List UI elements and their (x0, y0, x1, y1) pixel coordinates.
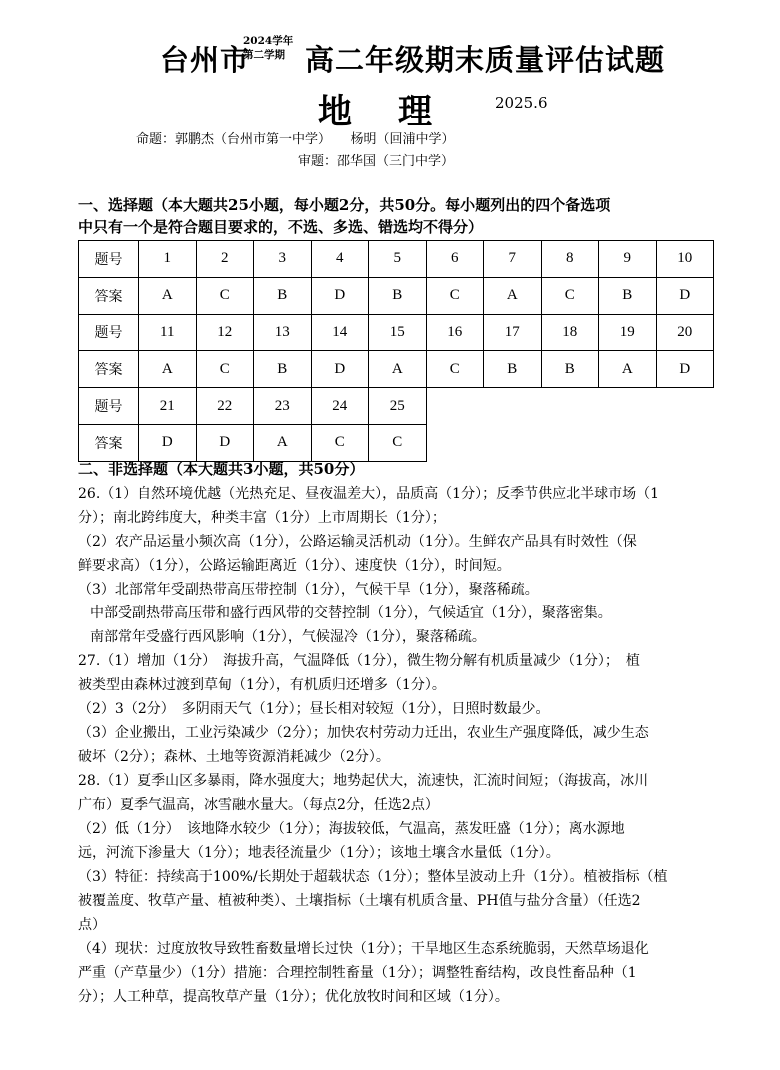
empty-cell (484, 424, 542, 461)
question-number-row (79, 388, 714, 425)
answer-cell: D (656, 277, 714, 314)
answer-text-line: 点） (78, 917, 106, 933)
answer-cell: B (541, 351, 599, 388)
answer-cell: C (369, 424, 427, 461)
answer-text-line: 南部常年受盛行西风影响（1分），气候湿冷（1分），聚落稀疏。 (90, 629, 486, 645)
section2-heading: 二、非选择题（本大题共3小题，共50分） (78, 460, 365, 478)
answer-label-cell: 答案 (79, 277, 139, 314)
question-number-cell: 11 (139, 314, 197, 351)
answer-text-line: 28.（1）夏季山区多暴雨，降水强度大；地势起伏大，流速快，汇流时间短；（海拔高，冰川 (78, 773, 649, 789)
question-number-cell: 21 (139, 388, 197, 425)
answer-text-line: 广布）夏季气温高，冰雪融水量大。（每点2分，任选2点） (78, 797, 439, 813)
question-number-cell: 20 (656, 314, 714, 351)
answer-cell: C (426, 351, 484, 388)
question-number-row (79, 314, 714, 351)
question-number-cell: 25 (369, 388, 427, 425)
section1-heading-line2: 中只有一个是符合题目要求的，不选、多选、错选均不得分） (78, 218, 484, 236)
question-number-cell: 22 (196, 388, 254, 425)
question-number-cell: 24 (311, 388, 369, 425)
empty-cell (426, 424, 484, 461)
question-number-cell: 5 (369, 241, 427, 278)
empty-cell (656, 388, 714, 425)
answer-cell: A (484, 277, 542, 314)
answer-text-line: 分）；南北跨纬度大，种类丰富（1分）上市周期长（1分）； (78, 510, 446, 526)
question-number-cell: 6 (426, 241, 484, 278)
question-number-cell: 10 (656, 241, 714, 278)
answer-cell: A (599, 351, 657, 388)
answer-row (79, 351, 714, 388)
term-year: 2024学年 (243, 35, 294, 47)
section1-heading-line1: 一、选择题（本大题共25小题，每小题2分，共50分。每小题列出的四个备选项 (78, 196, 611, 214)
answer-cell: C (196, 277, 254, 314)
answer-row (79, 277, 714, 314)
answer-cell: A (254, 424, 312, 461)
empty-cell (484, 388, 542, 425)
answer-text-line: （3）企业搬出，工业污染减少（2分）；加快农村劳动力迁出，农业生产强度降低，减少生态 (78, 725, 649, 741)
empty-cell (541, 424, 599, 461)
answer-text-line: （3）北部常年受副热带高压带控制（1分），气候干旱（1分），聚落稀疏。 (78, 582, 539, 598)
question-number-cell: 16 (426, 314, 484, 351)
answer-cell: A (139, 277, 197, 314)
answer-text-line: （2）农产品运量小频次高（1分），公路运输灵活机动（1分）。生鲜农产品具有时效性（保 (78, 534, 637, 550)
authors-line: 命题：郭鹏杰（台州市第一中学） 杨明（回浦中学） (136, 132, 455, 147)
answer-text-line: （2）3（2分） 多阴雨天气（1分）；昼长相对较短（1分），日照时数最少。 (78, 701, 550, 717)
subject-title: 地理 (318, 92, 478, 132)
term-label (243, 34, 293, 62)
answer-cell: B (254, 277, 312, 314)
question-number-cell: 19 (599, 314, 657, 351)
question-number-cell: 2 (196, 241, 254, 278)
answer-text-line: 被覆盖度、牧草产量、植被种类）、土壤指标（土壤有机质含量、PH值与盐分含量）（任选2 (78, 893, 641, 909)
empty-cell (656, 424, 714, 461)
answer-cell: D (196, 424, 254, 461)
answer-cell: C (196, 351, 254, 388)
question-number-cell: 14 (311, 314, 369, 351)
empty-cell (426, 388, 484, 425)
answer-cell: B (254, 351, 312, 388)
title-city: 台州市 (160, 43, 251, 77)
question-number-cell: 7 (484, 241, 542, 278)
question-number-row (79, 241, 714, 278)
answer-cell: C (426, 277, 484, 314)
answer-cell: D (311, 351, 369, 388)
question-number-cell: 8 (541, 241, 599, 278)
answer-text-line: 严重（产草量少）（1分）措施：合理控制牲畜量（1分）；调整牲畜结构，改良性畜品种（1 (78, 965, 637, 981)
question-number-cell: 12 (196, 314, 254, 351)
answer-cell: A (369, 351, 427, 388)
question-label-cell: 题号 (79, 388, 139, 425)
page-title: 高二年级期末质量评估试题 (305, 43, 666, 77)
answer-row (79, 424, 714, 461)
answer-label-cell: 答案 (79, 351, 139, 388)
reviewer-line: 审题：邵华国（三门中学） (298, 154, 455, 169)
answer-text-line: 26.（1）自然环境优越（光热充足、昼夜温差大），品质高（1分）；反季节供应北半球市场（1 (78, 486, 659, 502)
question-number-cell: 3 (254, 241, 312, 278)
question-number-cell: 17 (484, 314, 542, 351)
answer-table (78, 240, 714, 462)
answer-cell: D (139, 424, 197, 461)
answer-text-line: 分）；人工种草，提高牧草产量（1分）；优化放牧时间和区域（1分）。 (78, 989, 509, 1005)
answer-text-line: 27.（1）增加（1分） 海拔升高，气温降低（1分），微生物分解有机质量减少（1分）； 植 (78, 653, 640, 669)
answer-cell: A (139, 351, 197, 388)
question-number-cell: 15 (369, 314, 427, 351)
answer-cell: B (599, 277, 657, 314)
question-number-cell: 1 (139, 241, 197, 278)
question-number-cell: 4 (311, 241, 369, 278)
empty-cell (599, 424, 657, 461)
empty-cell (541, 388, 599, 425)
term-semester: 第二学期 (243, 49, 285, 61)
answer-cell: B (369, 277, 427, 314)
answer-label-cell: 答案 (79, 424, 139, 461)
question-number-cell: 13 (254, 314, 312, 351)
answer-cell: C (541, 277, 599, 314)
answer-text-line: （4）现状：过度放牧导致牲畜数量增长过快（1分）；干旱地区生态系统脆弱，天然草场退化 (78, 941, 649, 957)
question-label-cell: 题号 (79, 314, 139, 351)
answer-text-line: （3）特征：持续高于100%/长期处于超载状态（1分）；整体呈波动上升（1分）。植被指标（植 (78, 869, 668, 885)
answer-text-line: （2）低（1分） 该地降水较少（1分）；海拔较低，气温高，蒸发旺盛（1分）；离水源地 (78, 821, 625, 837)
answer-text-line: 被类型由森林过渡到草甸（1分），有机质归还增多（1分）。 (78, 677, 446, 693)
question-number-cell: 9 (599, 241, 657, 278)
question-number-cell: 23 (254, 388, 312, 425)
answer-text-line: 中部受副热带高压带和盛行西风带的交替控制（1分），气候适宜（1分），聚落密集。 (90, 605, 612, 621)
answer-cell: B (484, 351, 542, 388)
answer-cell: D (311, 277, 369, 314)
answer-text-line: 远，河流下渗量大（1分）；地表径流量少（1分）；该地土壤含水量低（1分）。 (78, 845, 560, 861)
exam-date: 2025.6 (495, 94, 548, 112)
question-number-cell: 18 (541, 314, 599, 351)
answer-cell: C (311, 424, 369, 461)
answer-text-line: 破坏（2分）；森林、土地等资源消耗减少（2分）。 (78, 749, 390, 765)
answer-cell: D (656, 351, 714, 388)
empty-cell (599, 388, 657, 425)
question-label-cell: 题号 (79, 241, 139, 278)
answer-text-line: 鲜要求高）（1分），公路运输距离近（1分）、速度快（1分），时间短。 (78, 558, 511, 574)
